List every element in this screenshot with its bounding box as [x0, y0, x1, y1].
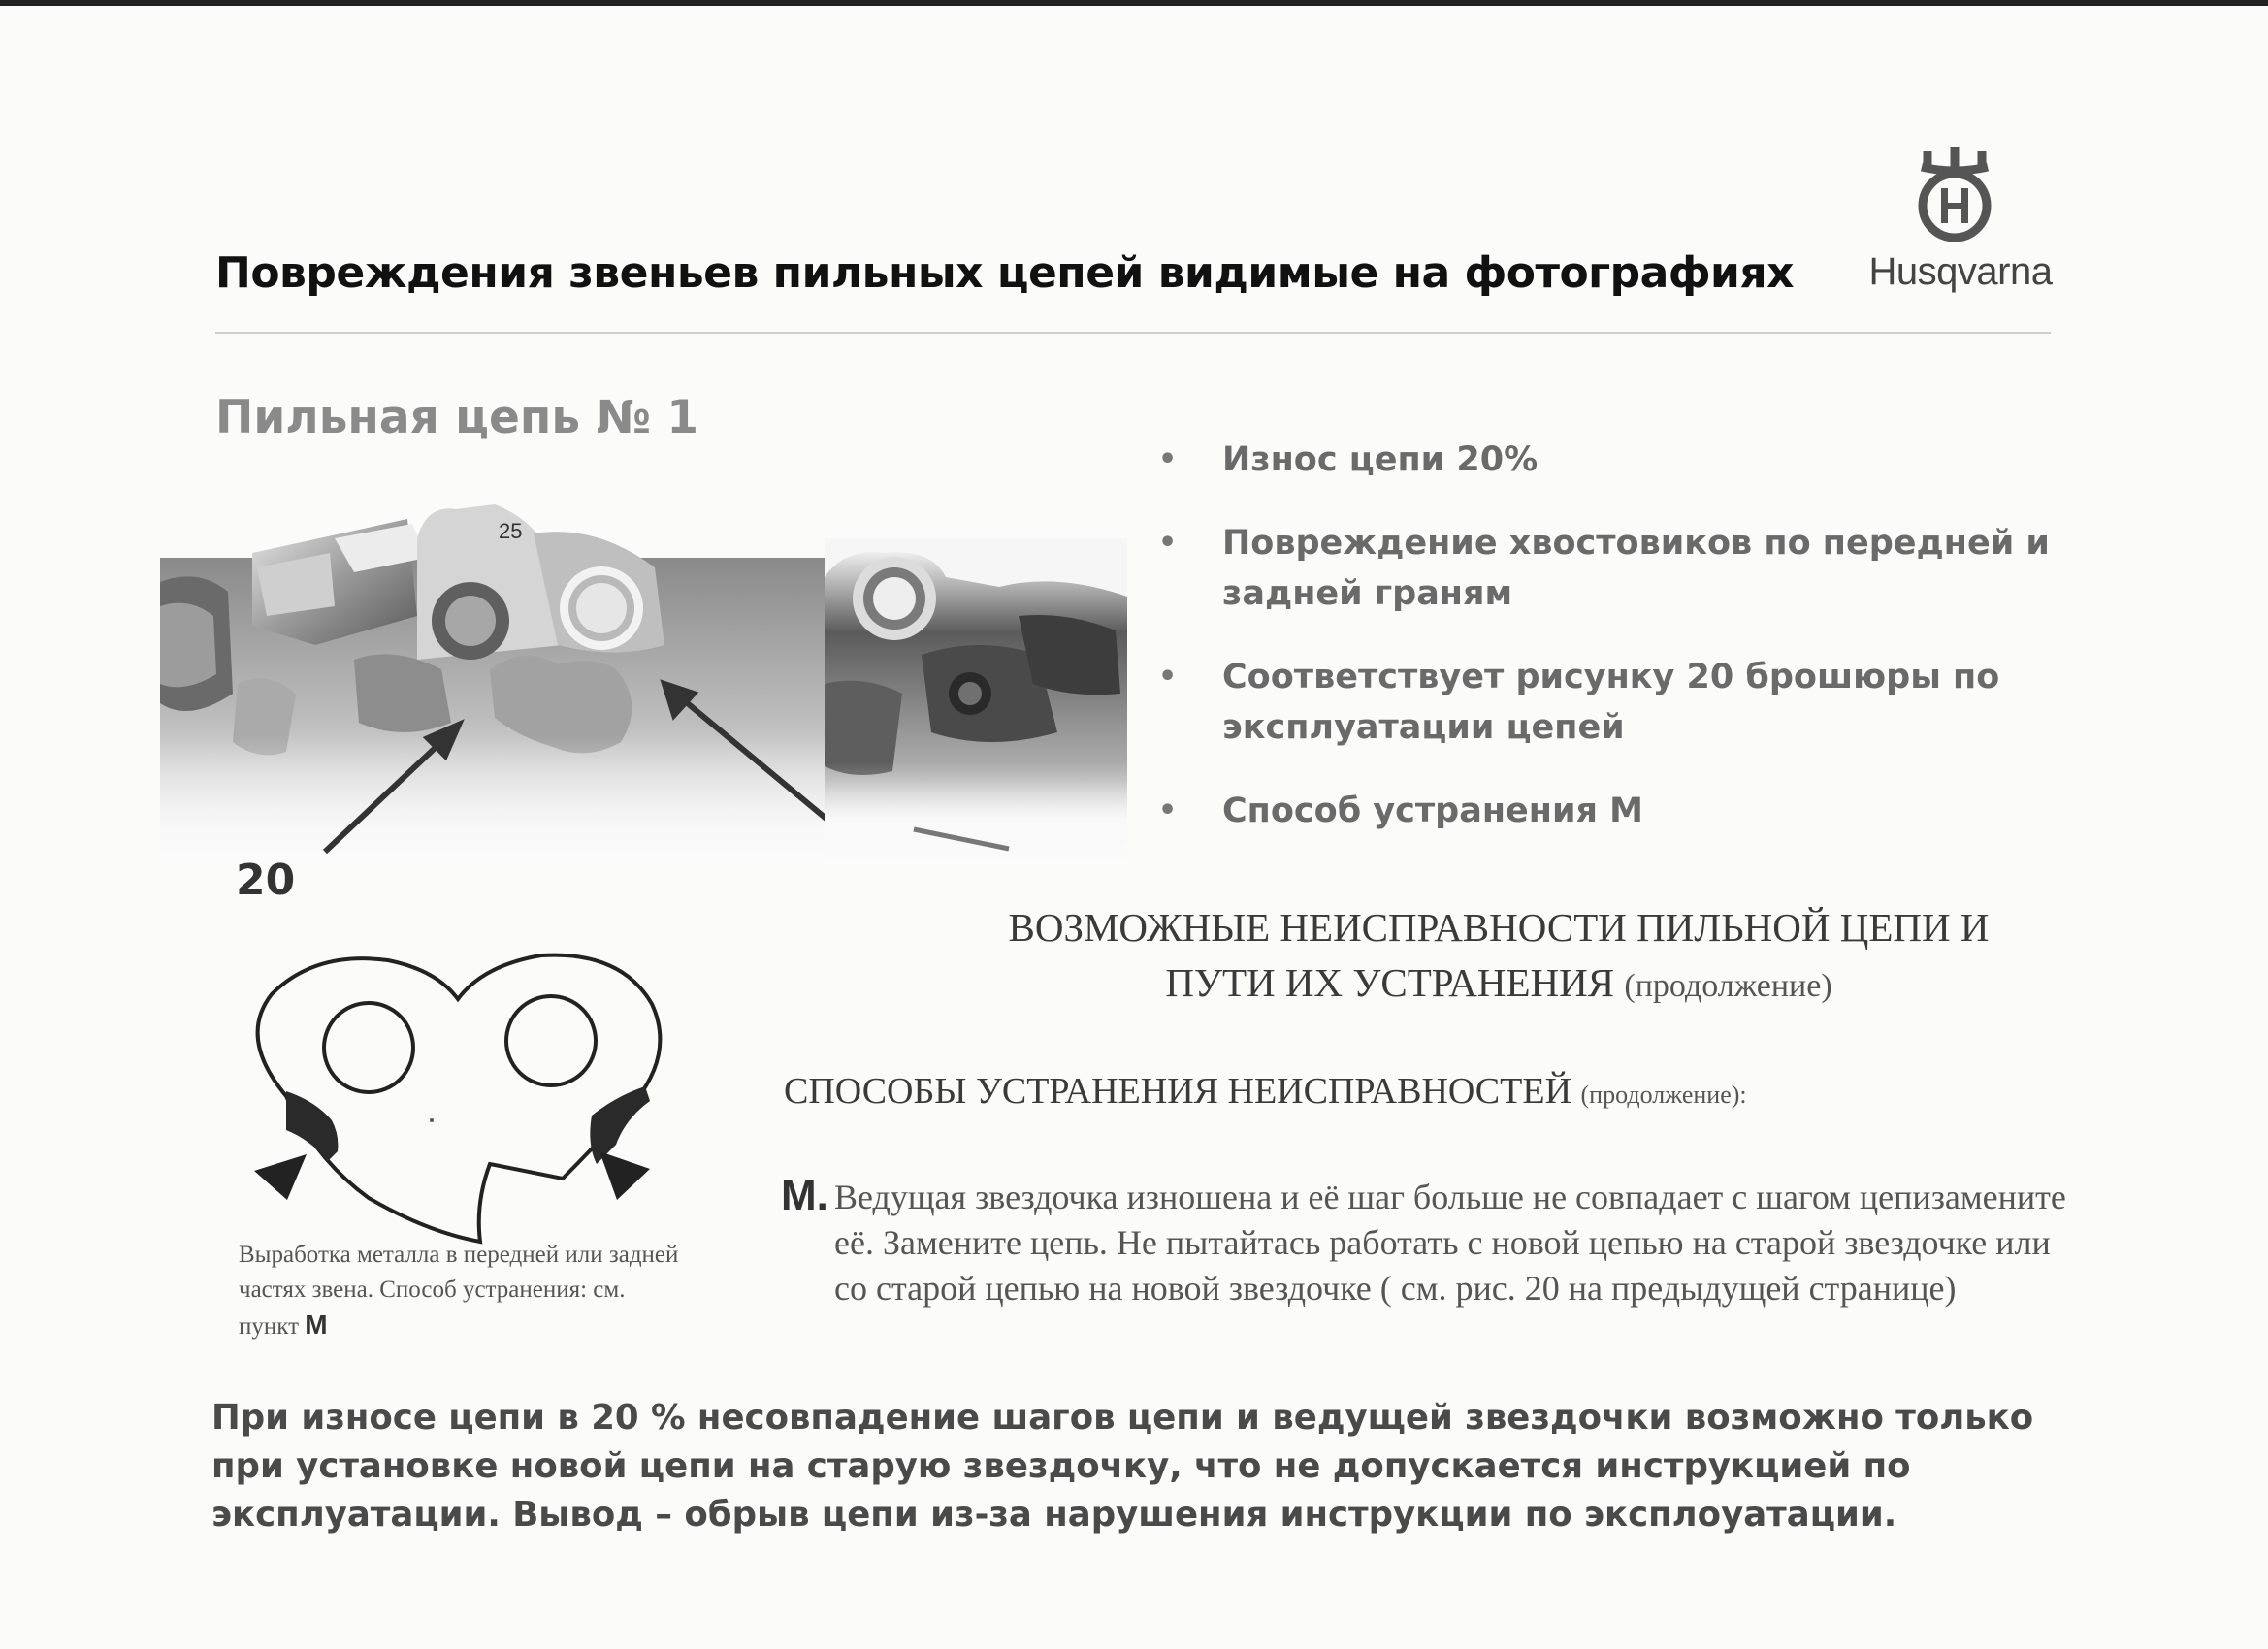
chain-photo-2 — [825, 538, 1127, 858]
list-item — [1150, 652, 2100, 753]
list-item — [1150, 435, 2100, 485]
manual-section-title — [784, 1070, 1948, 1113]
caption-text: Выработка металла в передней или задней частях звена. Способ устранения: см. пункт — [239, 1242, 679, 1340]
diagram-caption — [239, 1238, 685, 1344]
bullet-icon: • — [1158, 442, 1178, 476]
chain-photo-1 — [160, 500, 834, 854]
bullet-icon: • — [1158, 526, 1178, 560]
section-title-text: СПОСОБЫ УСТРАНЕНИЯ НЕИСПРАВНОСТЕЙ — [784, 1071, 1572, 1112]
findings-list — [1150, 435, 2100, 869]
bullet-icon: • — [1158, 660, 1178, 694]
list-item-text: Соответствует рисунку 20 брошюры по эксплуатации цепей — [1222, 658, 2000, 747]
worn-link-diagram — [233, 946, 689, 1266]
page-title: Повреждения звеньев пильных цепей видимые на фотографиях — [215, 248, 1794, 298]
manual-heading-line1: ВОЗМОЖНЫЕ НЕИСПРАВНОСТИ ПИЛЬНОЙ ЦЕПИ И — [1008, 905, 1990, 950]
section-title-suffix: (продолжение): — [1580, 1081, 1747, 1109]
header-divider — [215, 332, 2051, 334]
scan-edge — [0, 0, 2268, 6]
bullet-icon: • — [1158, 793, 1178, 827]
conclusion-text: При износе цепи в 20 % несовпадение шагов цепи и ведущей звездочки возможно только при установке новой цепи на старую звездочку, что не допускается инструкцией по эксплуатации. Вывод – обрыв цепи из-за нарушения инструкции по эксплоуатации. — [211, 1398, 2034, 1535]
item-marker: М. — [781, 1172, 828, 1219]
chain-subtitle: Пильная цепь № 1 — [215, 391, 699, 444]
figure-number: 20 — [236, 856, 296, 905]
list-item-text: Способ устранения М — [1222, 792, 1643, 830]
list-item — [1150, 518, 2100, 619]
list-item-text: Повреждение хвостовиков по передней и задней граням — [1222, 524, 2050, 613]
manual-heading — [873, 900, 2124, 1014]
caption-marker: М — [305, 1310, 328, 1340]
manual-heading-suffix: (продолжение) — [1624, 968, 1832, 1004]
item-text: Ведущая звездочка изношена и её шаг больше не совпадает с шагом цепизамените её. Замените цепь. Не пытайтась работать с новой цепью на старой звездочке или со старой цепью на новой звездочке ( см. рис. 20 на предыдущей странице) — [834, 1178, 2066, 1308]
chain-link-number: 25 — [499, 519, 523, 543]
list-item — [1150, 786, 2100, 836]
manual-heading-text: ПУТИ ИХ УСТРАНЕНИЯ — [1165, 960, 1615, 1005]
list-item-text: Износ цепи 20% — [1222, 440, 1539, 479]
brand-name: Husqvarna — [1868, 250, 2053, 293]
manual-heading-line2 — [873, 955, 2124, 1014]
